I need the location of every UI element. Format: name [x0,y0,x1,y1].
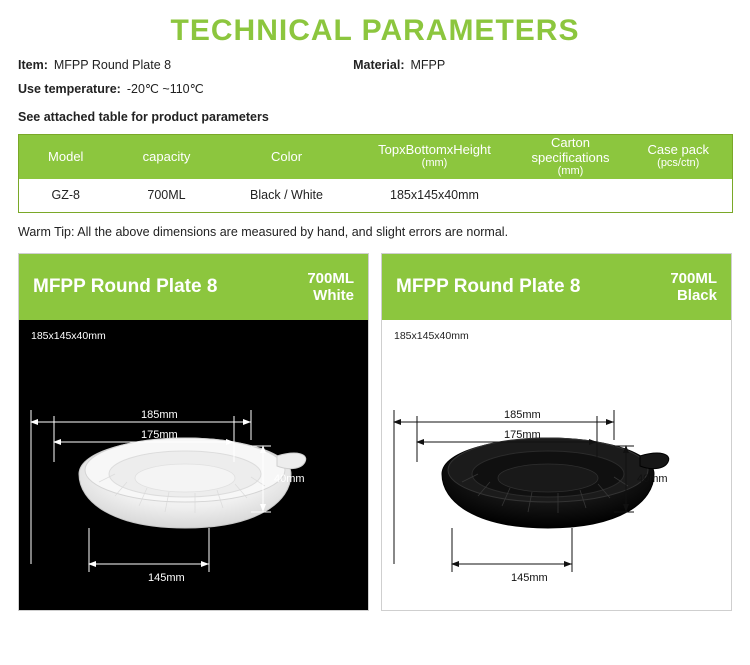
header-main-text: capacity [142,148,191,164]
header-main-text: Carton specifications [531,135,610,165]
table-header-model [19,135,113,179]
table-header-row [19,135,733,179]
cell-dimensions: 185x145x40mm [353,179,517,213]
header-main-text: TopxBottomxHeight [378,142,491,158]
card-dims-note: 185x145x40mm [394,330,469,343]
cell-model: GZ-8 [19,179,113,213]
card-volume-block [670,270,717,305]
diagram-svg [19,350,368,608]
diagram-svg [382,350,731,608]
label-height: 40mm [274,473,305,486]
card-title: MFPP Round Plate 8 [396,276,581,298]
card-dims-note: 185x145x40mm [31,330,106,343]
label-inner-width: 175mm [504,429,541,442]
label-bottom-width: 145mm [511,572,548,585]
warm-tip: Warm Tip: All the above dimensions are measured by hand, and slight errors are normal. [18,225,509,240]
product-parameters-table [18,134,733,213]
label-top-width: 185mm [141,409,178,422]
table-header-color [221,135,353,179]
card-header [382,254,731,320]
table-header-carton-specifications [517,135,625,179]
label-top-width: 185mm [504,409,541,422]
product-diagram-white [19,350,368,608]
plate-illustration [442,438,669,528]
table-header-capacity [113,135,221,179]
use-temperature-value: -20℃ ~110℃ [126,82,204,96]
table-header-case-pack [625,135,733,179]
card-title: MFPP Round Plate 8 [33,276,218,298]
item-value: MFPP Round Plate 8 [53,58,172,72]
product-diagram-black [382,350,731,608]
use-temperature-label: Use temperature: [18,82,121,96]
header-sub-text: (mm) [557,164,584,177]
card-body [382,320,731,610]
card-body [19,320,368,610]
card-color-name: White [313,287,354,305]
header-main-text: Case pack [647,142,709,158]
product-card-black [381,253,732,611]
table-header-dimensions [353,135,517,179]
header-main-text: Model [48,148,84,164]
cell-carton-specifications [517,179,625,213]
card-header [19,254,368,320]
attached-table-note: See attached table for product parameters [18,110,269,124]
material-group [353,58,445,72]
header-sub-text: (pcs/ctn) [657,157,700,170]
label-bottom-width: 145mm [148,572,185,585]
card-color-name: Black [676,287,717,305]
material-value: MFPP [410,58,446,72]
plate-illustration [79,438,306,528]
header-sub-text: (mm) [421,157,448,170]
product-cards [18,253,732,611]
card-volume-block [307,270,354,305]
card-volume: 700ML [307,269,354,287]
cell-color: Black / White [221,179,353,213]
spec-row-use-temperature [18,81,732,96]
cell-capacity: 700ML [113,179,221,213]
material-label: Material: [353,58,405,72]
item-label: Item: [18,58,48,72]
header-main-text: Color [270,148,303,164]
product-card-white [18,253,369,611]
spec-row-item [18,58,732,72]
card-volume: 700ML [670,269,717,287]
page-title: TECHNICAL PARAMETERS [170,14,580,47]
cell-case-pack [625,179,733,213]
table-row [19,179,733,213]
label-inner-width: 175mm [141,429,178,442]
label-height: 40mm [637,473,668,486]
